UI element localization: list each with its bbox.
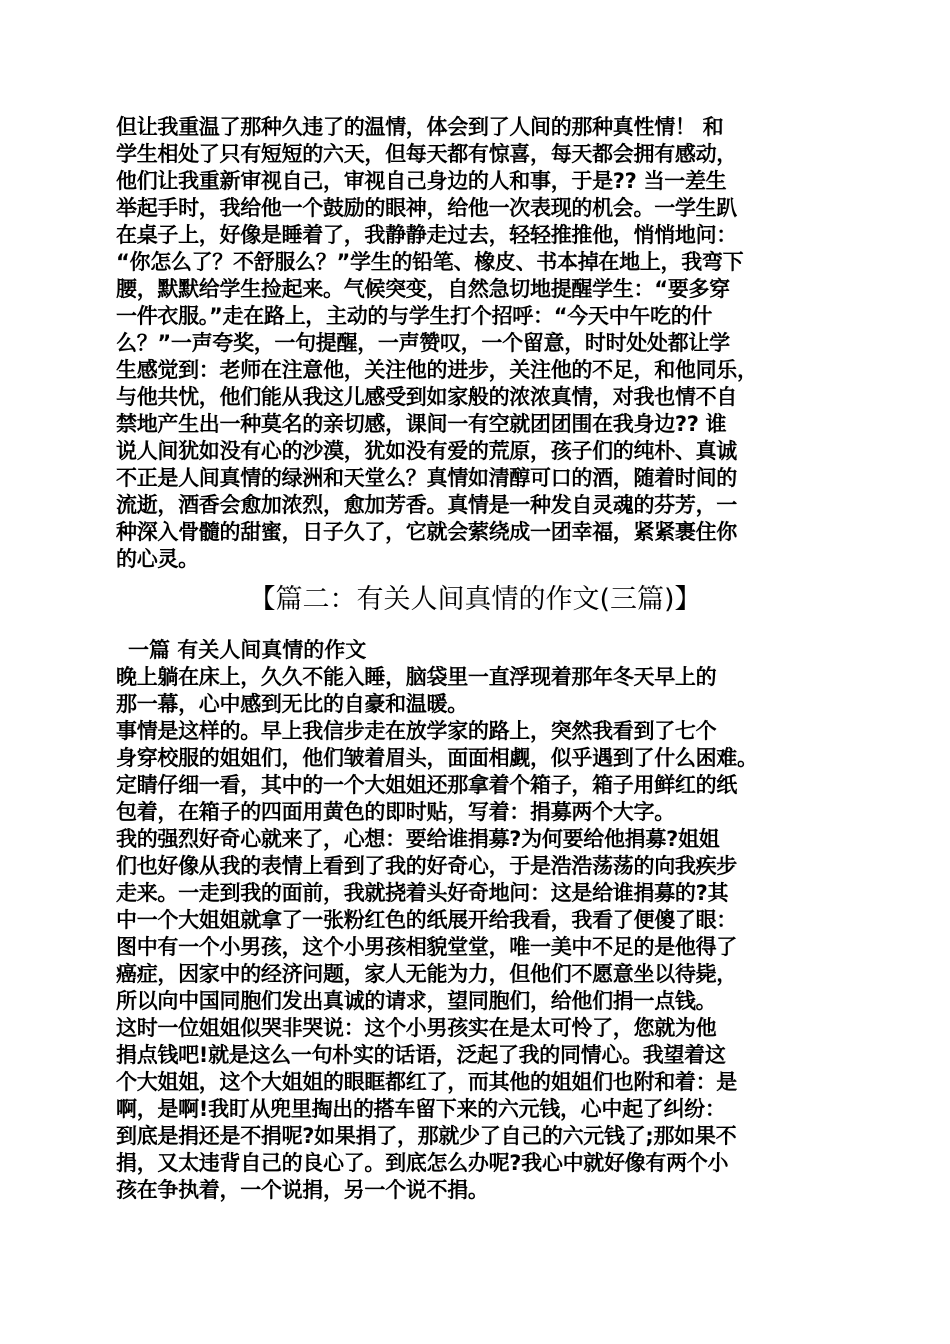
text-line: 晚上躺在床上，久久不能入睡，脑袋里一直浮现着那年冬天早上的 <box>116 665 717 689</box>
text-line: 说人间犹如没有心的沙漠，犹如没有爱的荒原，孩子们的纯朴、真诚 <box>116 439 737 463</box>
text-line: 个大姐姐，这个大姐姐的眼眶都红了，而其他的姐姐们也附和着：是 <box>116 1070 737 1094</box>
text-line: 身穿校服的姐姐们，他们皱着眉头，面面相觑，似乎遇到了什么困难。 <box>116 746 758 770</box>
body-paragraph-2 <box>116 664 846 1204</box>
text-line: 一件衣服。”走在路上，主动的与学生打个招呼：“今天中午吃的什 <box>116 304 713 328</box>
text-line: 生感觉到：老师在注意他，关注他的进步，关注他的不足，和他同乐， <box>116 358 758 382</box>
text-line: 在桌子上，好像是睡着了，我静静走过去，轻轻推推他，悄悄地问： <box>116 223 737 247</box>
text-line: 们也好像从我的表情上看到了我的好奇心，于是浩浩荡荡的向我疾步 <box>116 854 737 878</box>
text-line: 种深入骨髓的甜蜜，日子久了，它就会萦绕成一团幸福，紧紧裹住你 <box>116 520 737 544</box>
text-line: 举起手时，我给他一个鼓励的眼神，给他一次表现的机会。一学生趴 <box>116 196 737 220</box>
text-line: 中一个大姐姐就拿了一张粉红色的纸展开给我看，我看了便傻了眼： <box>116 908 737 932</box>
text-line: 学生相处了只有短短的六天，但每天都有惊喜，每天都会拥有感动， <box>116 142 737 166</box>
text-line: 我的强烈好奇心就来了，心想：要给谁捐募?为何要给他捐募?姐姐 <box>116 827 720 851</box>
text-line: 他们让我重新审视自己，审视自己身边的人和事，于是?? 当一差生 <box>116 169 727 193</box>
text-line: 流逝，酒香会愈加浓烈，愈加芳香。真情是一种发自灵魂的芬芳，一 <box>116 493 737 517</box>
text-line: 图中有一个小男孩，这个小男孩相貌堂堂，唯一美中不足的是他得了 <box>116 935 737 959</box>
text-line: 所以向中国同胞们发出真诚的请求，望同胞们，给他们捐一点钱。 <box>116 989 717 1013</box>
section-title: 【篇二：有关人间真情的作文(三篇)】 <box>248 584 702 615</box>
text-line: 事情是这样的。早上我信步走在放学家的路上，突然我看到了七个 <box>116 719 717 743</box>
text-line: 捐，又太违背自己的良心了。到底怎么办呢?我心中就好像有两个小 <box>116 1151 729 1175</box>
essay-subtitle: 一篇 有关人间真情的作文 <box>128 638 367 662</box>
text-line: 么？”一声夸奖，一句提醒，一声赞叹，一个留意，时时处处都让学 <box>116 331 730 355</box>
text-line: 与他共忧，他们能从我这儿感受到如家般的浓浓真情，对我也情不自 <box>116 385 737 409</box>
text-line: 癌症，因家中的经济问题，家人无能为力，但他们不愿意坐以待毙， <box>116 962 737 986</box>
text-line: 不正是人间真情的绿洲和天堂么？真情如清醇可口的酒，随着时间的 <box>116 466 737 490</box>
text-line: 腰，默默给学生捡起来。气候突变，自然急切地提醒学生：“要多穿 <box>116 277 730 301</box>
text-line: “你怎么了？不舒服么？”学生的铅笔、橡皮、书本掉在地上，我弯下 <box>116 250 744 274</box>
text-line: 但让我重温了那种久违了的温情，体会到了人间的那种真性情！ 和 <box>116 115 724 139</box>
text-line: 的心灵。 <box>116 547 199 571</box>
text-line: 包着，在箱子的四面用黄色的即时贴，写着：捐募两个大字。 <box>116 800 675 824</box>
text-line: 这时一位姐姐似哭非哭说：这个小男孩实在是太可怜了，您就为他 <box>116 1016 717 1040</box>
text-line: 啊，是啊!我盯从兜里掏出的搭车留下来的六元钱，心中起了纠纷： <box>116 1097 726 1121</box>
body-paragraph-1 <box>116 114 846 573</box>
text-line: 禁地产生出一种莫名的亲切感，课间一有空就团团围在我身边?? 谁 <box>116 412 727 436</box>
text-line: 那一幕，心中感到无比的自豪和温暖。 <box>116 692 468 716</box>
text-line: 到底是捐还是不捐呢?如果捐了，那就少了自己的六元钱了;那如果不 <box>116 1124 737 1148</box>
text-line: 孩在争执着，一个说捐，另一个说不捐。 <box>116 1178 489 1202</box>
text-line: 捐点钱吧!就是这么一句朴实的话语，泛起了我的同情心。我望着这 <box>116 1043 726 1067</box>
text-line: 定睛仔细一看，其中的一个大姐姐还那拿着个箱子，箱子用鲜红的纸 <box>116 773 737 797</box>
text-line: 走来。一走到我的面前，我就挠着头好奇地问：这是给谁捐募的?其 <box>116 881 729 905</box>
